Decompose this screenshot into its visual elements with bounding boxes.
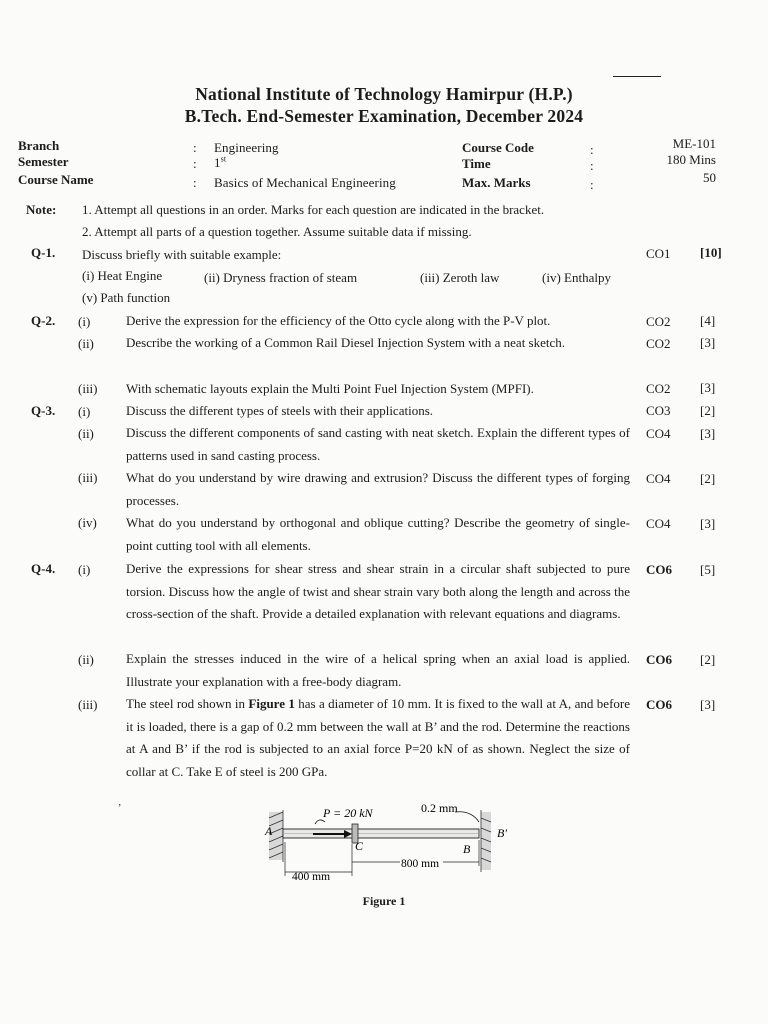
part-number: (ii) [78, 426, 94, 441]
time-colon: : [590, 158, 594, 173]
right-wall-hatching [481, 810, 491, 872]
gap-label: 0.2 mm [421, 801, 458, 815]
marks: [3] [700, 697, 716, 712]
marks: [2] [700, 403, 716, 418]
note-label: Note: [26, 202, 57, 217]
branch-colon: : [193, 140, 197, 155]
course-outcome: CO4 [646, 516, 671, 531]
semester-colon: : [193, 156, 197, 171]
course-outcome: CO2 [646, 314, 671, 329]
point-a-label: A [265, 824, 273, 838]
scan-mark: ’ [118, 803, 122, 814]
marks: [5] [700, 562, 716, 577]
dimension-400-label: 400 mm [292, 871, 331, 883]
gap-leader [455, 812, 479, 822]
time-label: Time [462, 156, 491, 171]
part-number: (i) [78, 562, 91, 577]
semester-label: Semester [18, 154, 69, 169]
part-number: (iii) [78, 470, 98, 485]
q1-part-1: (i) Heat Engine [82, 268, 163, 283]
course-outcome: CO4 [646, 426, 671, 441]
force-label: P = 20 kN [323, 806, 373, 820]
part-number: (i) [78, 314, 91, 329]
max-marks-colon: : [590, 177, 594, 192]
top-right-rule [613, 76, 661, 77]
marks: [3] [700, 426, 716, 441]
note-item-1: 1. Attempt all questions in an order. Marks for each question are indicated in the bracket. [82, 202, 545, 217]
question-label: Q-2. [31, 313, 56, 328]
course-outcome: CO2 [646, 381, 671, 396]
figure-reference: Figure 1 [248, 696, 295, 711]
max-marks-label: Max. Marks [462, 175, 531, 190]
institute-title: National Institute of Technology Hamirpur (H.P.) [195, 84, 573, 104]
course-outcome: CO6 [646, 697, 672, 712]
part-text: Derive the expressions for shear stress and shear strain in a circular shaft subjected to pure torsion. Discuss how the angle of twist and shear strain vary both along the length and across the cross-section of the shaft. Provide a detailed explanation with relevant equations and diagrams. [126, 561, 630, 621]
q1-part-5: (v) Path function [82, 290, 171, 305]
marks: [10] [700, 245, 722, 260]
marks: [2] [700, 471, 716, 486]
note-item-2: 2. Attempt all parts of a question together. Assume suitable data if missing. [82, 224, 472, 239]
marks: [3] [700, 516, 716, 531]
part-number: (iii) [78, 697, 98, 712]
dimension-800-label: 800 mm [401, 858, 440, 870]
marks: [3] [700, 335, 716, 350]
time-value: 180 Mins [666, 152, 716, 167]
rod-diagram [255, 800, 515, 886]
branch-label: Branch [18, 138, 60, 153]
point-c-label: C [355, 839, 364, 853]
course-outcome: CO2 [646, 336, 671, 351]
question-label: Q-4. [31, 561, 56, 576]
part-text: What do you understand by orthogonal and oblique cutting? Describe the geometry of single-point cutting tool with all elements. [126, 515, 630, 553]
exam-title: B.Tech. End-Semester Examination, December 2024 [184, 106, 584, 126]
rod [283, 829, 479, 838]
part-number: (i) [78, 404, 91, 419]
course-name-value: Basics of Mechanical Engineering [214, 175, 396, 190]
part-text: What do you understand by wire drawing and extrusion? Discuss the different types of forging processes. [126, 470, 630, 508]
course-code-label: Course Code [462, 140, 534, 155]
course-outcome: CO6 [646, 652, 672, 667]
figure-caption: Figure 1 [362, 894, 406, 908]
course-code-colon: : [590, 142, 594, 157]
question-label: Q-1. [31, 245, 56, 260]
course-name-label: Course Name [18, 172, 94, 187]
point-b-label: B [463, 842, 471, 856]
course-outcome: CO1 [646, 246, 671, 261]
question-label: Q-3. [31, 403, 56, 418]
semester-value: 1st [214, 154, 227, 170]
q1-part-2: (ii) Dryness fraction of steam [204, 270, 358, 285]
part-text: Discuss the different types of steels with their applications. [126, 403, 433, 418]
part-text: Explain the stresses induced in the wire of a helical spring when an axial load is applied. Illustrate your explanation with a free-body diagram. [126, 651, 630, 689]
question-text: Discuss briefly with suitable example: [82, 247, 282, 262]
part-number: (iii) [78, 381, 98, 396]
marks: [2] [700, 652, 716, 667]
course-outcome: CO3 [646, 403, 671, 418]
part-text: The steel rod shown in Figure 1 has a diameter of 10 mm. It is fixed to the wall at A, and before it is loaded, there is a gap of 0.2 mm between the wall at B’ and the rod. Determine the reactions at A and B’ if the rod is subjected to an axial force P=20 kN of as shown. Neglect the size of collar at C. Take E of steel is 200 GPa. [126, 696, 630, 779]
part-text: With schematic layouts explain the Multi Point Fuel Injection System (MPFI). [126, 381, 534, 396]
part-text: Derive the expression for the efficiency of the Otto cycle along with the P-V plot. [126, 313, 551, 328]
part-number: (iv) [78, 515, 97, 530]
marks: [3] [700, 380, 716, 395]
course-outcome: CO4 [646, 471, 671, 486]
branch-value: Engineering [214, 140, 279, 155]
course-name-colon: : [193, 175, 197, 190]
marks: [4] [700, 313, 716, 328]
part-text: Discuss the different components of sand casting with neat sketch. Explain the different types of patterns used in sand casting process. [126, 425, 630, 463]
q1-part-3: (iii) Zeroth law [420, 270, 500, 285]
course-outcome: CO6 [646, 562, 672, 577]
part-number: (ii) [78, 336, 94, 351]
max-marks-value: 50 [703, 170, 716, 185]
course-code-value: ME-101 [672, 136, 716, 151]
part-text: Describe the working of a Common Rail Diesel Injection System with a neat sketch. [126, 335, 566, 350]
part-number: (ii) [78, 652, 94, 667]
point-b-prime-label: B' [497, 826, 507, 840]
q1-part-4: (iv) Enthalpy [542, 270, 611, 285]
